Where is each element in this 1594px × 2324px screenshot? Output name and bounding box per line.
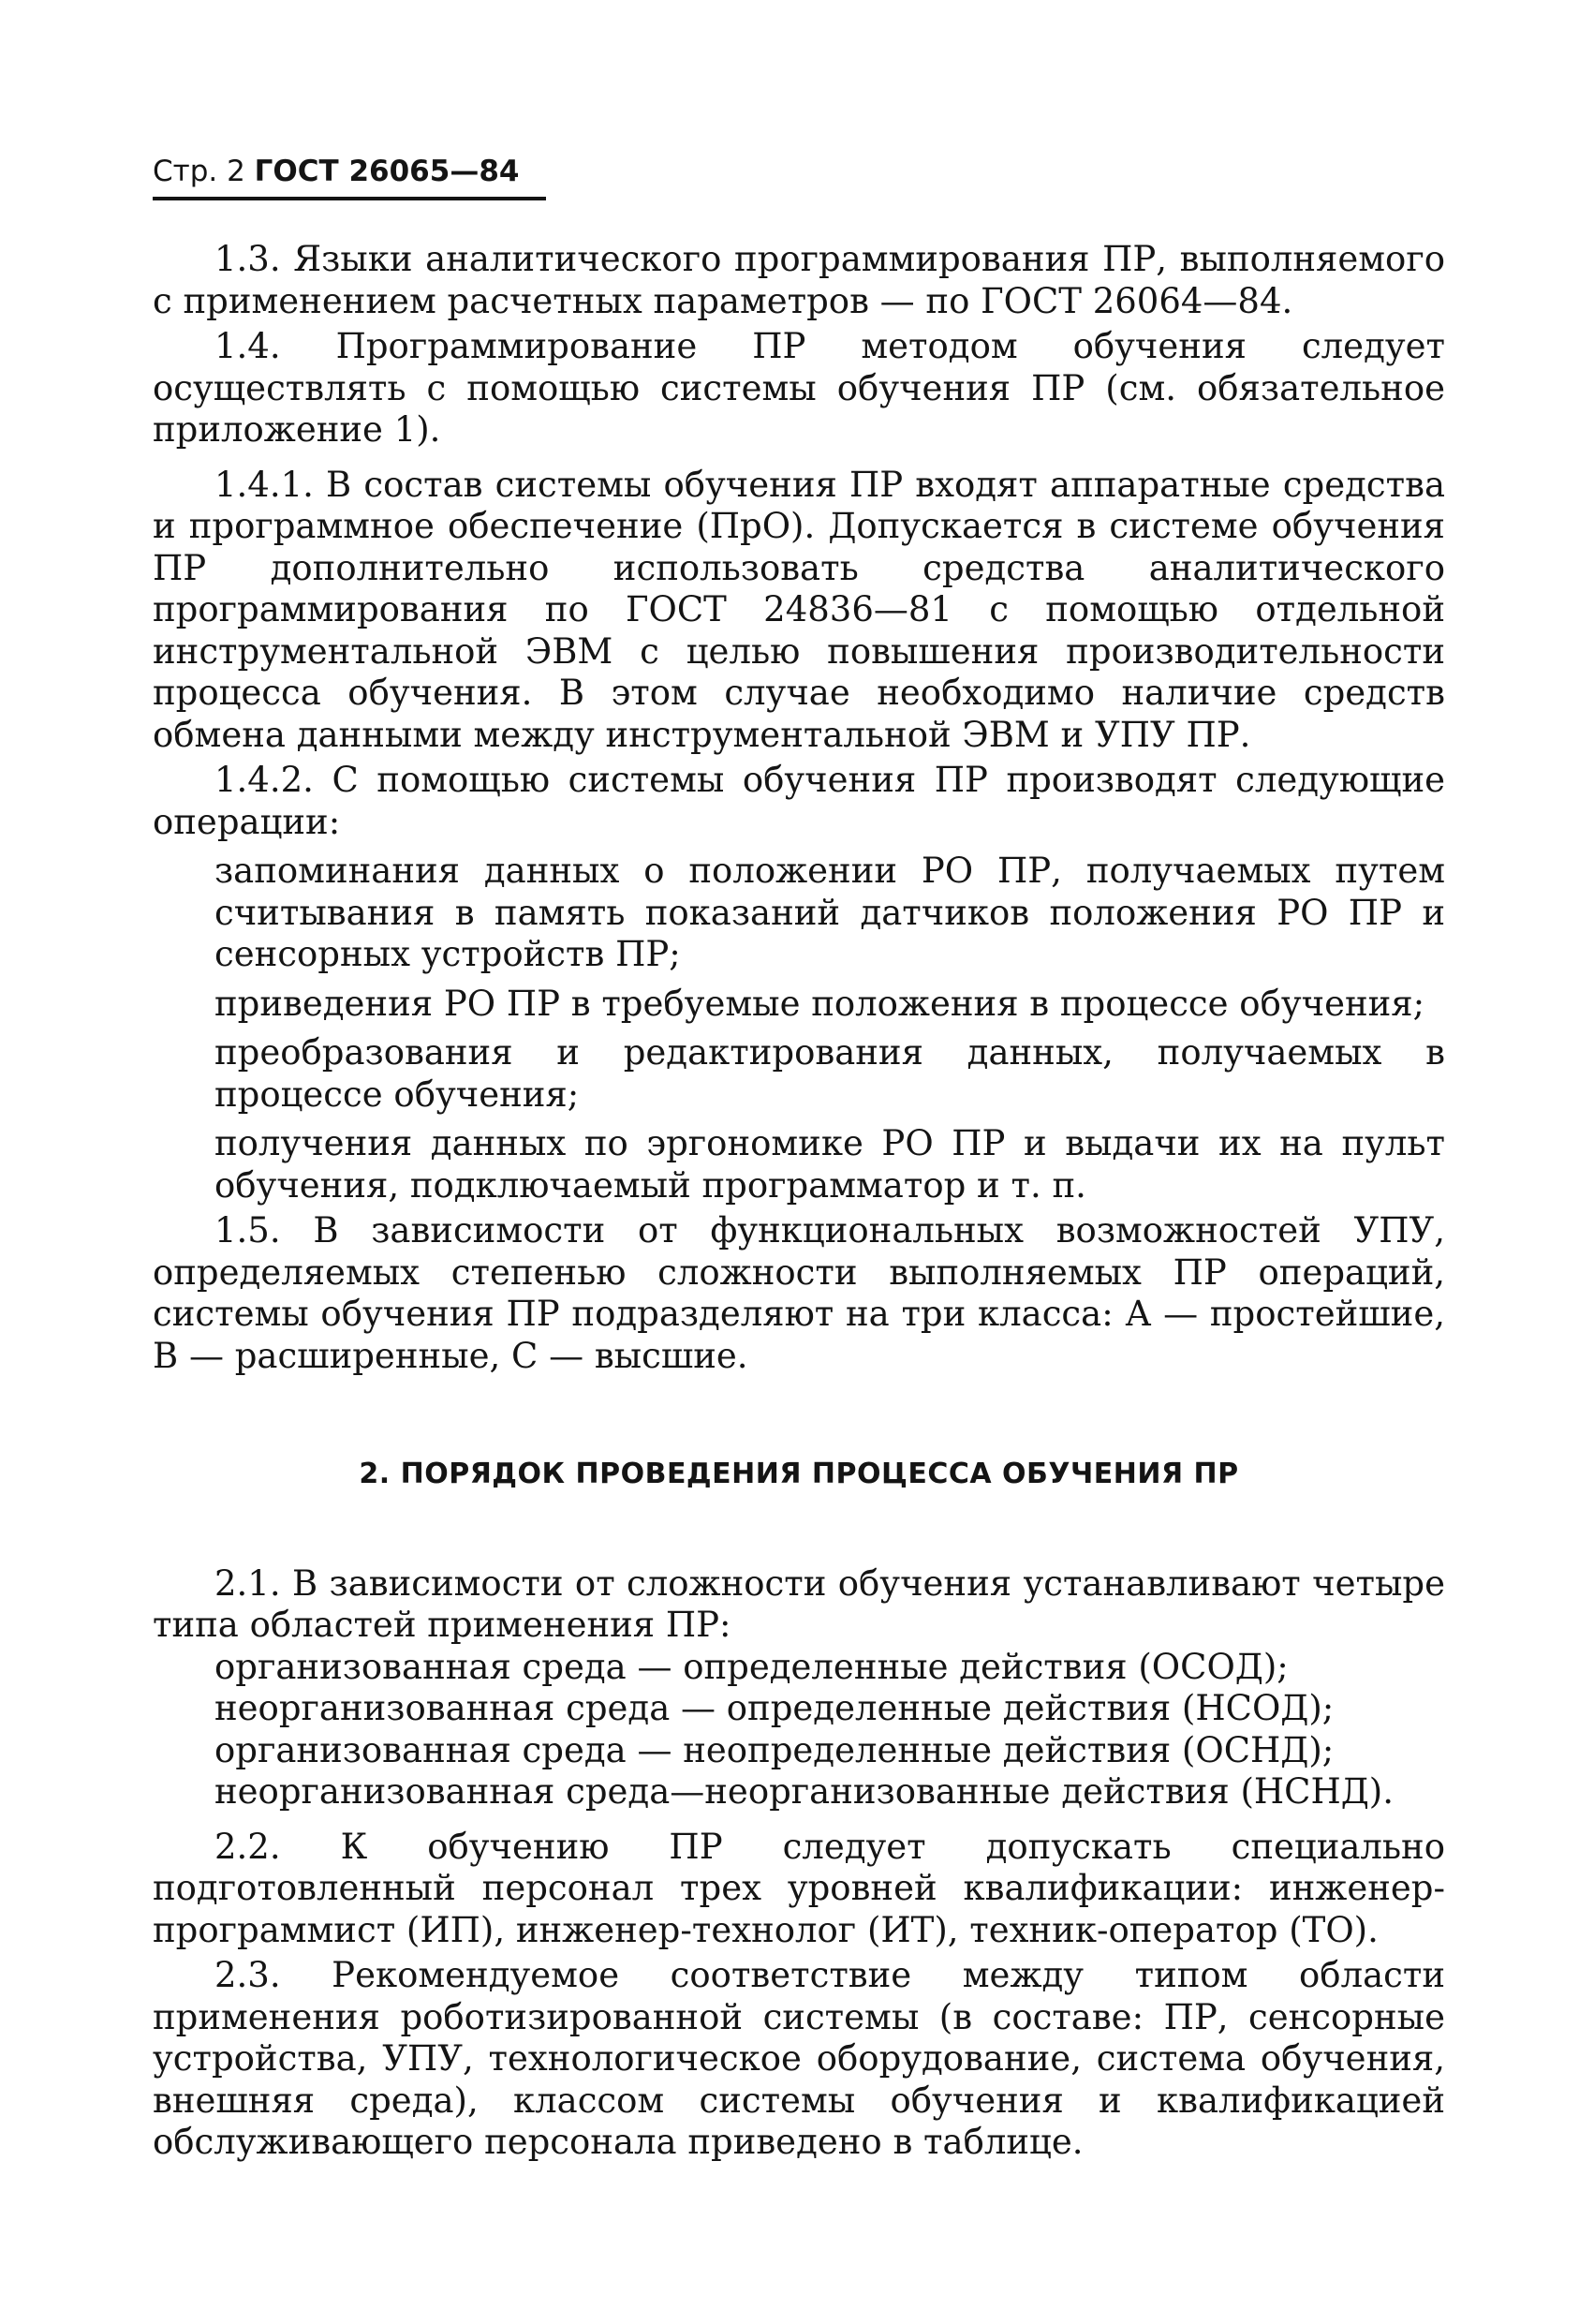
document-body [153,239,1445,2164]
clause-2-2: 2.2. К обучению ПР следует допускать специально подготовленный персонал трех уровней квалификации: инженер-программист (ИП), инженер-технолог (ИТ), техник-оператор (ТО). [153,1826,1445,1950]
operation-item: запоминания данных о положении РО ПР, получаемых путем считывания в память показаний датчиков положения РО ПР и сенсорных устройств ПР; [214,851,1445,974]
page-header [153,152,546,191]
clause-1-3: 1.3. Языки аналитического программирования ПР, выполняемого с применением расчетных параметров — по ГОСТ 26064—84. [153,239,1445,321]
area-type-item: организованная среда — определенные действия (ОСОД); [214,1646,1289,1687]
clause-2-1: 2.1. В зависимости от сложности обучения устанавливают четыре типа областей применения ПР: [153,1562,1445,1645]
area-type-item: неорганизованная среда—неорганизованные действия (НСНД). [214,1771,1394,1812]
page-number: Стр. 2 [153,155,245,188]
clause-2-3: 2.3. Рекомендуемое соответствие между типом области применения роботизированной системы (в составе: ПР, сенсорные устройства, УПУ, технологическое оборудование, система обучения, внешняя среда), классом системы обучения и квалификацией обслуживающего персонала приведено в таблице. [153,1955,1445,2162]
operation-item: приведения РО ПР в требуемые положения в процессе обучения; [214,983,1425,1024]
operation-item: получения данных по эргономике РО ПР и выдачи их на пульт обучения, подключаемый программатор и т. п. [214,1123,1445,1206]
clause-1-4-2: 1.4.2. С помощью системы обучения ПР производят следующие операции: [153,760,1445,842]
area-type-item: неорганизованная среда — определенные действия (НСОД); [214,1688,1335,1728]
clause-1-5: 1.5. В зависимости от функциональных возможностей УПУ, определяемых степенью сложности выполняемых ПР операций, системы обучения ПР подразделяют на три класса: А — простейшие, В — расширенные, С — высшие. [153,1210,1445,1376]
header-rule [153,197,546,200]
area-type-item: организованная среда — неопределенные действия (ОСНД); [214,1729,1335,1770]
section-heading: 2. ПОРЯДОК ПРОВЕДЕНИЯ ПРОЦЕССА ОБУЧЕНИЯ ПР [359,1458,1239,1490]
standard-number: ГОСТ 26065—84 [254,155,520,188]
clause-1-4-1: 1.4.1. В состав системы обучения ПР входят аппаратные средства и программное обеспечение (ПрО). Допускается в системе обучения ПР дополнительно использовать средства аналитического программирования по ГОСТ 24836—81 с помощью отдельной инструментальной ЭВМ с целью повышения производительности процесса обучения. В этом случае необходимо наличие средств обмена данными между инструментальной ЭВМ и УПУ ПР. [153,464,1445,755]
clause-1-4: 1.4. Программирование ПР методом обучения следует осуществлять с помощью системы обучения ПР (см. обязательное приложение 1). [153,326,1445,450]
operation-item: преобразования и редактирования данных, получаемых в процессе обучения; [214,1032,1445,1115]
